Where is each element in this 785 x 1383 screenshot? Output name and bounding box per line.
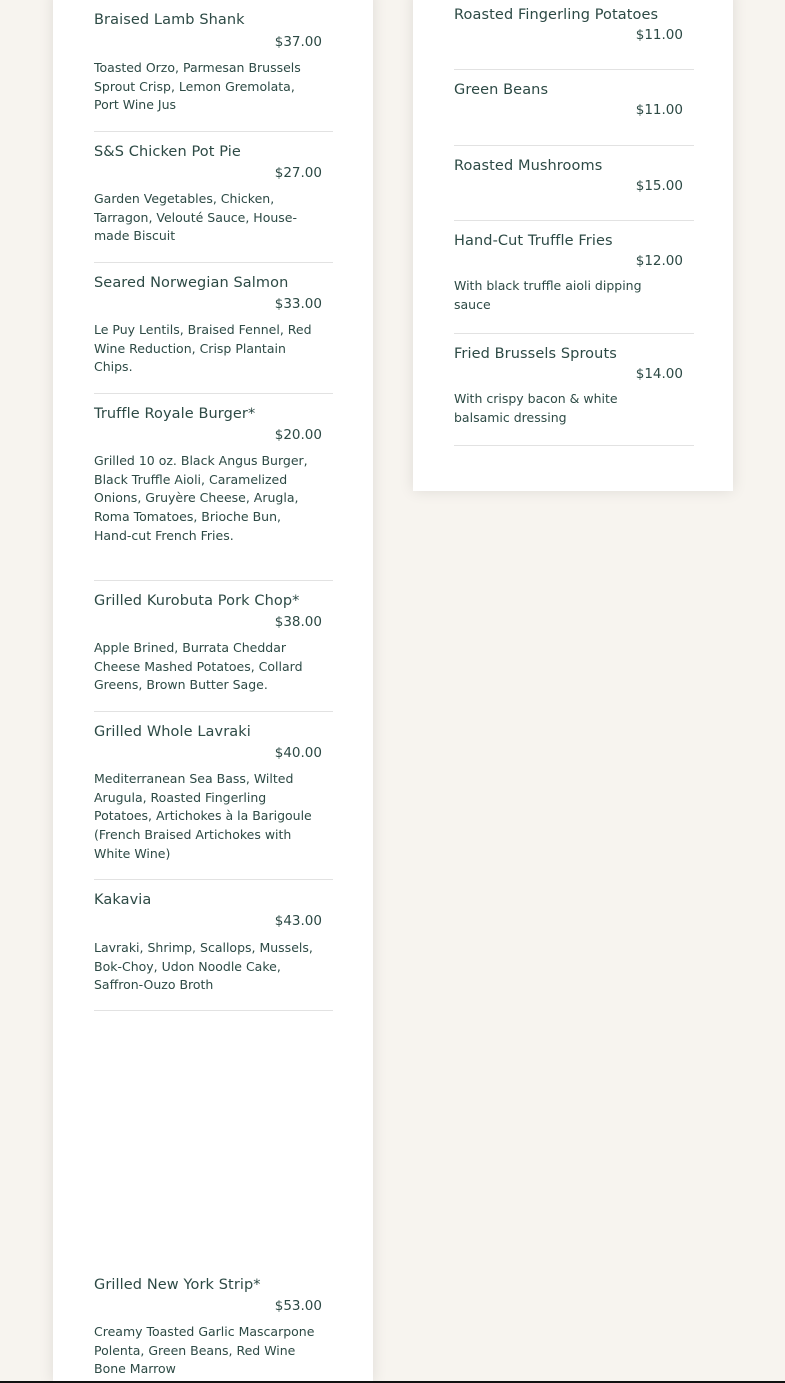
menu-item-name: Hand-Cut Truffle Fries xyxy=(454,233,613,249)
menu-item-price: $11.00 xyxy=(635,102,683,118)
menu-item-price: $37.00 xyxy=(274,34,322,50)
menu-item-description: Le Puy Lentils, Braised Fennel, Red Wine Reduction, Crisp Plantain Chips. xyxy=(94,322,312,375)
menu-item-price: $20.00 xyxy=(274,427,322,443)
menu-item-name: Roasted Mushrooms xyxy=(454,158,603,174)
menu-item-name: Grilled New York Strip* xyxy=(94,1277,261,1293)
menu-item-price: $15.00 xyxy=(635,178,683,194)
item-divider xyxy=(454,69,694,70)
item-divider xyxy=(454,145,694,146)
menu-item-name: Truffle Royale Burger* xyxy=(94,406,256,422)
item-divider xyxy=(94,580,333,581)
menu-item-price: $12.00 xyxy=(635,253,683,269)
menu-item-description: Creamy Toasted Garlic Mascarpone Polenta, Green Beans, Red Wine Bone Marrow xyxy=(94,1324,315,1377)
menu-item-price: $27.00 xyxy=(274,165,322,181)
menu-item-price: $43.00 xyxy=(274,913,322,929)
item-divider xyxy=(94,879,333,880)
menu-item-price: $40.00 xyxy=(274,745,322,761)
menu-item-name: Braised Lamb Shank xyxy=(94,12,245,28)
menu-item-price: $11.00 xyxy=(635,27,683,43)
menu-card-sides xyxy=(413,0,733,491)
menu-item-name: Seared Norwegian Salmon xyxy=(94,275,289,291)
menu-item-name: Kakavia xyxy=(94,892,152,908)
item-divider xyxy=(454,220,694,221)
menu-item-name: Green Beans xyxy=(454,82,549,98)
menu-card-entrees xyxy=(53,0,373,1383)
menu-item-name: Grilled Whole Lavraki xyxy=(94,724,251,740)
menu-item-name: Grilled Kurobuta Pork Chop* xyxy=(94,593,300,609)
menu-item-description: With black truffle aioli dipping sauce xyxy=(454,278,642,312)
menu-item-description: With crispy bacon & white balsamic dressing xyxy=(454,391,618,425)
menu-item-name: S&S Chicken Pot Pie xyxy=(94,144,241,160)
menu-item-name: Roasted Fingerling Potatoes xyxy=(454,7,659,23)
item-divider xyxy=(94,711,333,712)
menu-item-description: Toasted Orzo, Parmesan Brussels Sprout Crisp, Lemon Gremolata, Port Wine Jus xyxy=(94,60,301,113)
menu-item-price: $33.00 xyxy=(274,296,322,312)
item-divider xyxy=(94,1010,333,1011)
item-divider xyxy=(94,262,333,263)
menu-item-price: $14.00 xyxy=(635,366,683,382)
item-divider xyxy=(454,445,694,446)
item-divider xyxy=(94,393,333,394)
menu-item-description: Grilled 10 oz. Black Angus Burger, Black Truffle Aioli, Caramelized Onions, Gruyère Cheese, Arugla, Roma Tomatoes, Brioche Bun, Hand-cut French Fries. xyxy=(94,453,308,543)
menu-item-description: Mediterranean Sea Bass, Wilted Arugula, Roasted Fingerling Potatoes, Artichokes à la Barigoule (French Braised Artichokes with White Wine) xyxy=(94,771,312,861)
menu-item-description: Garden Vegetables, Chicken, Tarragon, Velouté Sauce, House-made Biscuit xyxy=(94,191,297,244)
menu-item-price: $38.00 xyxy=(274,614,322,630)
menu-item-price: $53.00 xyxy=(274,1298,322,1314)
item-divider xyxy=(454,333,694,334)
menu-item-description: Apple Brined, Burrata Cheddar Cheese Mashed Potatoes, Collard Greens, Brown Butter Sage. xyxy=(94,640,303,693)
item-divider xyxy=(94,131,333,132)
menu-item-description: Lavraki, Shrimp, Scallops, Mussels, Bok-Choy, Udon Noodle Cake, Saffron-Ouzo Broth xyxy=(94,940,313,993)
menu-item-name: Fried Brussels Sprouts xyxy=(454,346,617,362)
